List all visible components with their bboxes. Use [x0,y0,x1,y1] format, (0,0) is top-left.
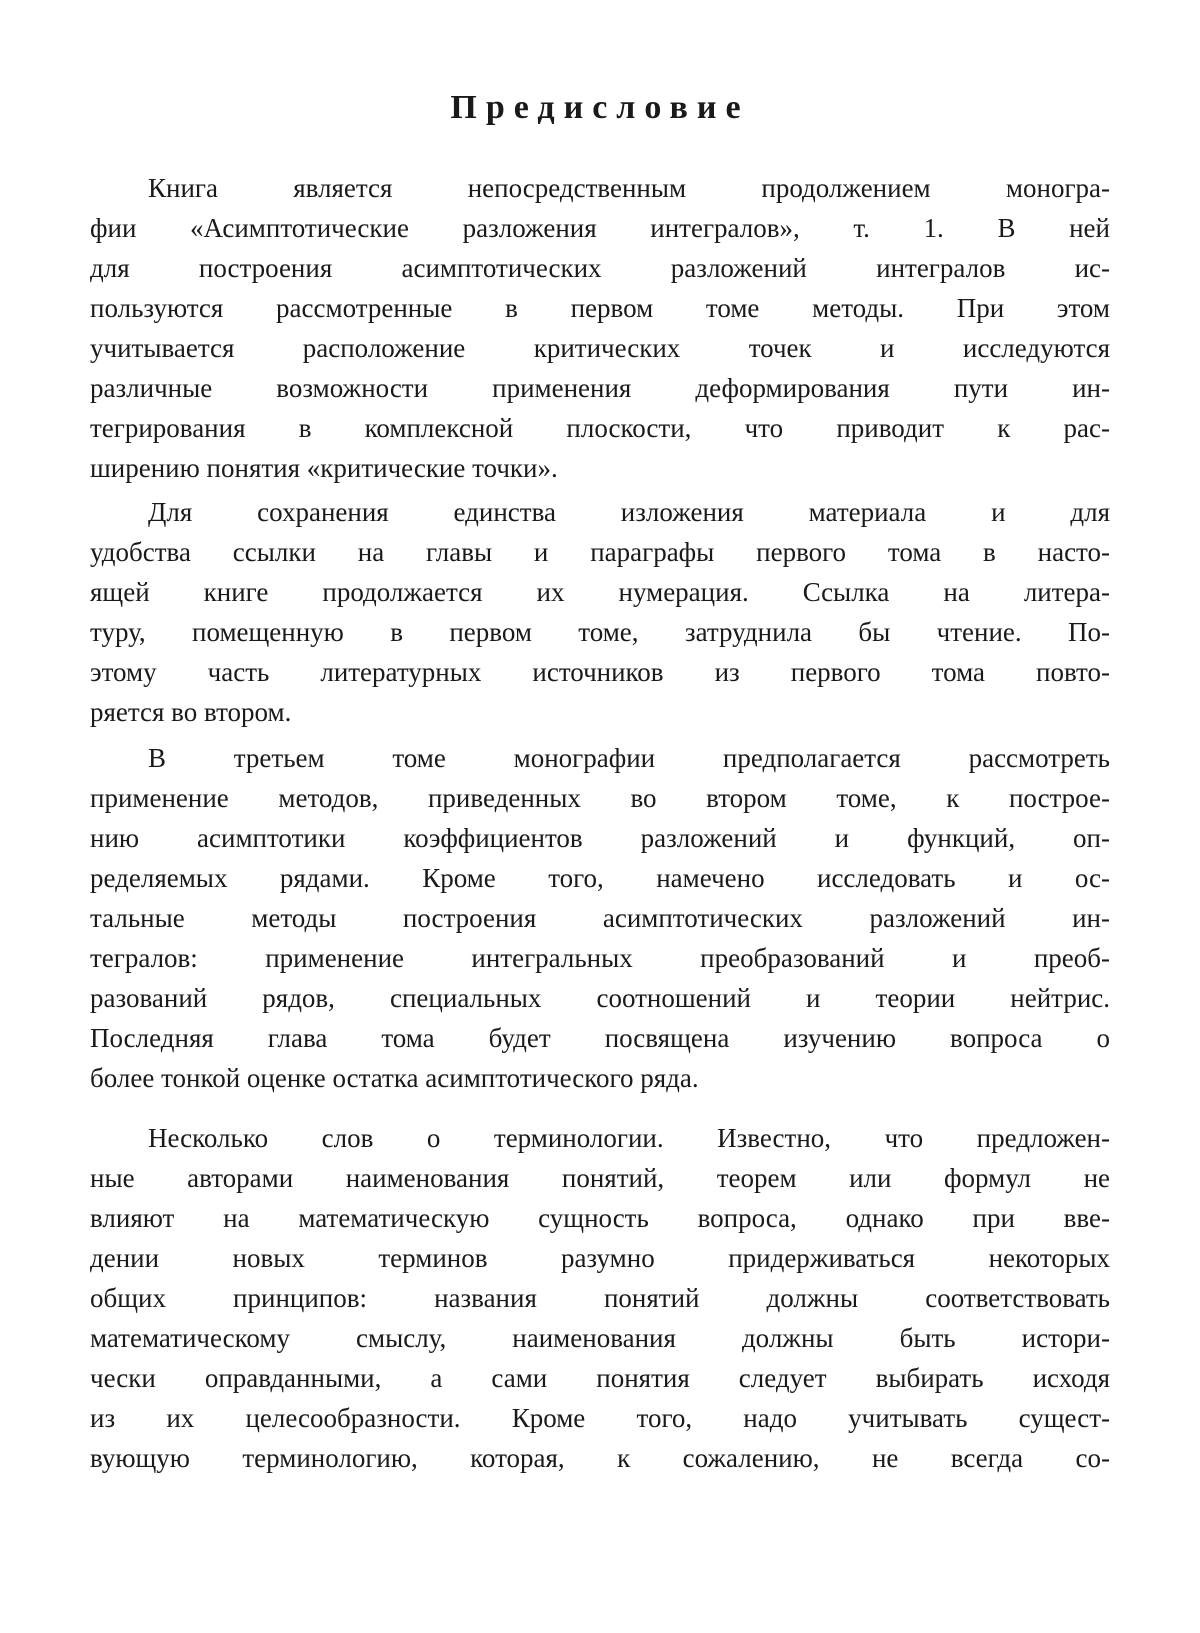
text-line: Несколько слов о терминологии. Известно, что предложен- [148,1123,1110,1153]
text-line: разований рядов, специальных соотношений и теории нейтрис. [90,983,1110,1013]
paragraph-1 [90,168,1110,488]
text-line: Последняя глава тома будет посвящена изучению вопроса о [90,1023,1110,1053]
text-line: В третьем томе монографии предполагается рассмотреть [148,743,1110,773]
text-line: нию асимптотики коэффициентов разложений и функций, оп- [90,823,1110,853]
text-line: Для сохранения единства изложения материала и для [148,497,1110,527]
text-line: ширению понятия «критические точки». [90,453,558,483]
text-line: влияют на математическую сущность вопроса, однако при вве- [90,1203,1110,1233]
text-line: фии «Асимптотические разложения интегралов», т. 1. В ней [90,213,1110,243]
text-line: чески оправданными, а сами понятия следует выбирать исходя [90,1363,1110,1393]
book-page [90,0,1110,1633]
text-line: ные авторами наименования понятий, теорем или формул не [90,1163,1110,1193]
text-line: вующую терминологию, которая, к сожалению, не всегда со- [90,1443,1110,1473]
text-line: дении новых терминов разумно придерживаться некоторых [90,1243,1110,1273]
text-line: общих принципов: названия понятий должны соответствовать [90,1283,1110,1313]
text-line: различные возможности применения деформирования пути ин- [90,373,1110,403]
text-line: тегралов: применение интегральных преобразований и преоб- [90,943,1110,973]
paragraph-4 [90,1118,1110,1478]
text-line: из их целесообразности. Кроме того, надо учитывать сущест- [90,1403,1110,1433]
page-title: Предисловие [450,89,750,126]
text-line: для построения асимптотических разложений интегралов ис- [90,253,1110,283]
paragraph-3 [90,738,1110,1098]
text-line: ряется во втором. [90,697,292,727]
text-line: ределяемых рядами. Кроме того, намечено исследовать и ос- [90,863,1110,893]
text-line: удобства ссылки на главы и параграфы первого тома в насто- [90,537,1110,567]
text-line: математическому смыслу, наименования должны быть истори- [90,1323,1110,1353]
text-line: этому часть литературных источников из первого тома повто- [90,657,1110,687]
text-line: пользуются рассмотренные в первом томе методы. При этом [90,293,1110,323]
text-line: учитывается расположение критических точек и исследуются [90,333,1110,363]
text-line: ящей книге продолжается их нумерация. Ссылка на литера- [90,577,1110,607]
text-line: применение методов, приведенных во втором томе, к построе- [90,783,1110,813]
text-line: Книга является непосредственным продолжением моногра- [148,173,1110,203]
text-line: более тонкой оценке остатка асимптотического ряда. [90,1063,699,1093]
text-line: туру, помещенную в первом томе, затруднила бы чтение. По- [90,617,1110,647]
paragraph-2 [90,492,1110,732]
text-line: тальные методы построения асимптотических разложений ин- [90,903,1110,933]
text-line: тегрирования в комплексной плоскости, что приводит к рас- [90,413,1110,443]
